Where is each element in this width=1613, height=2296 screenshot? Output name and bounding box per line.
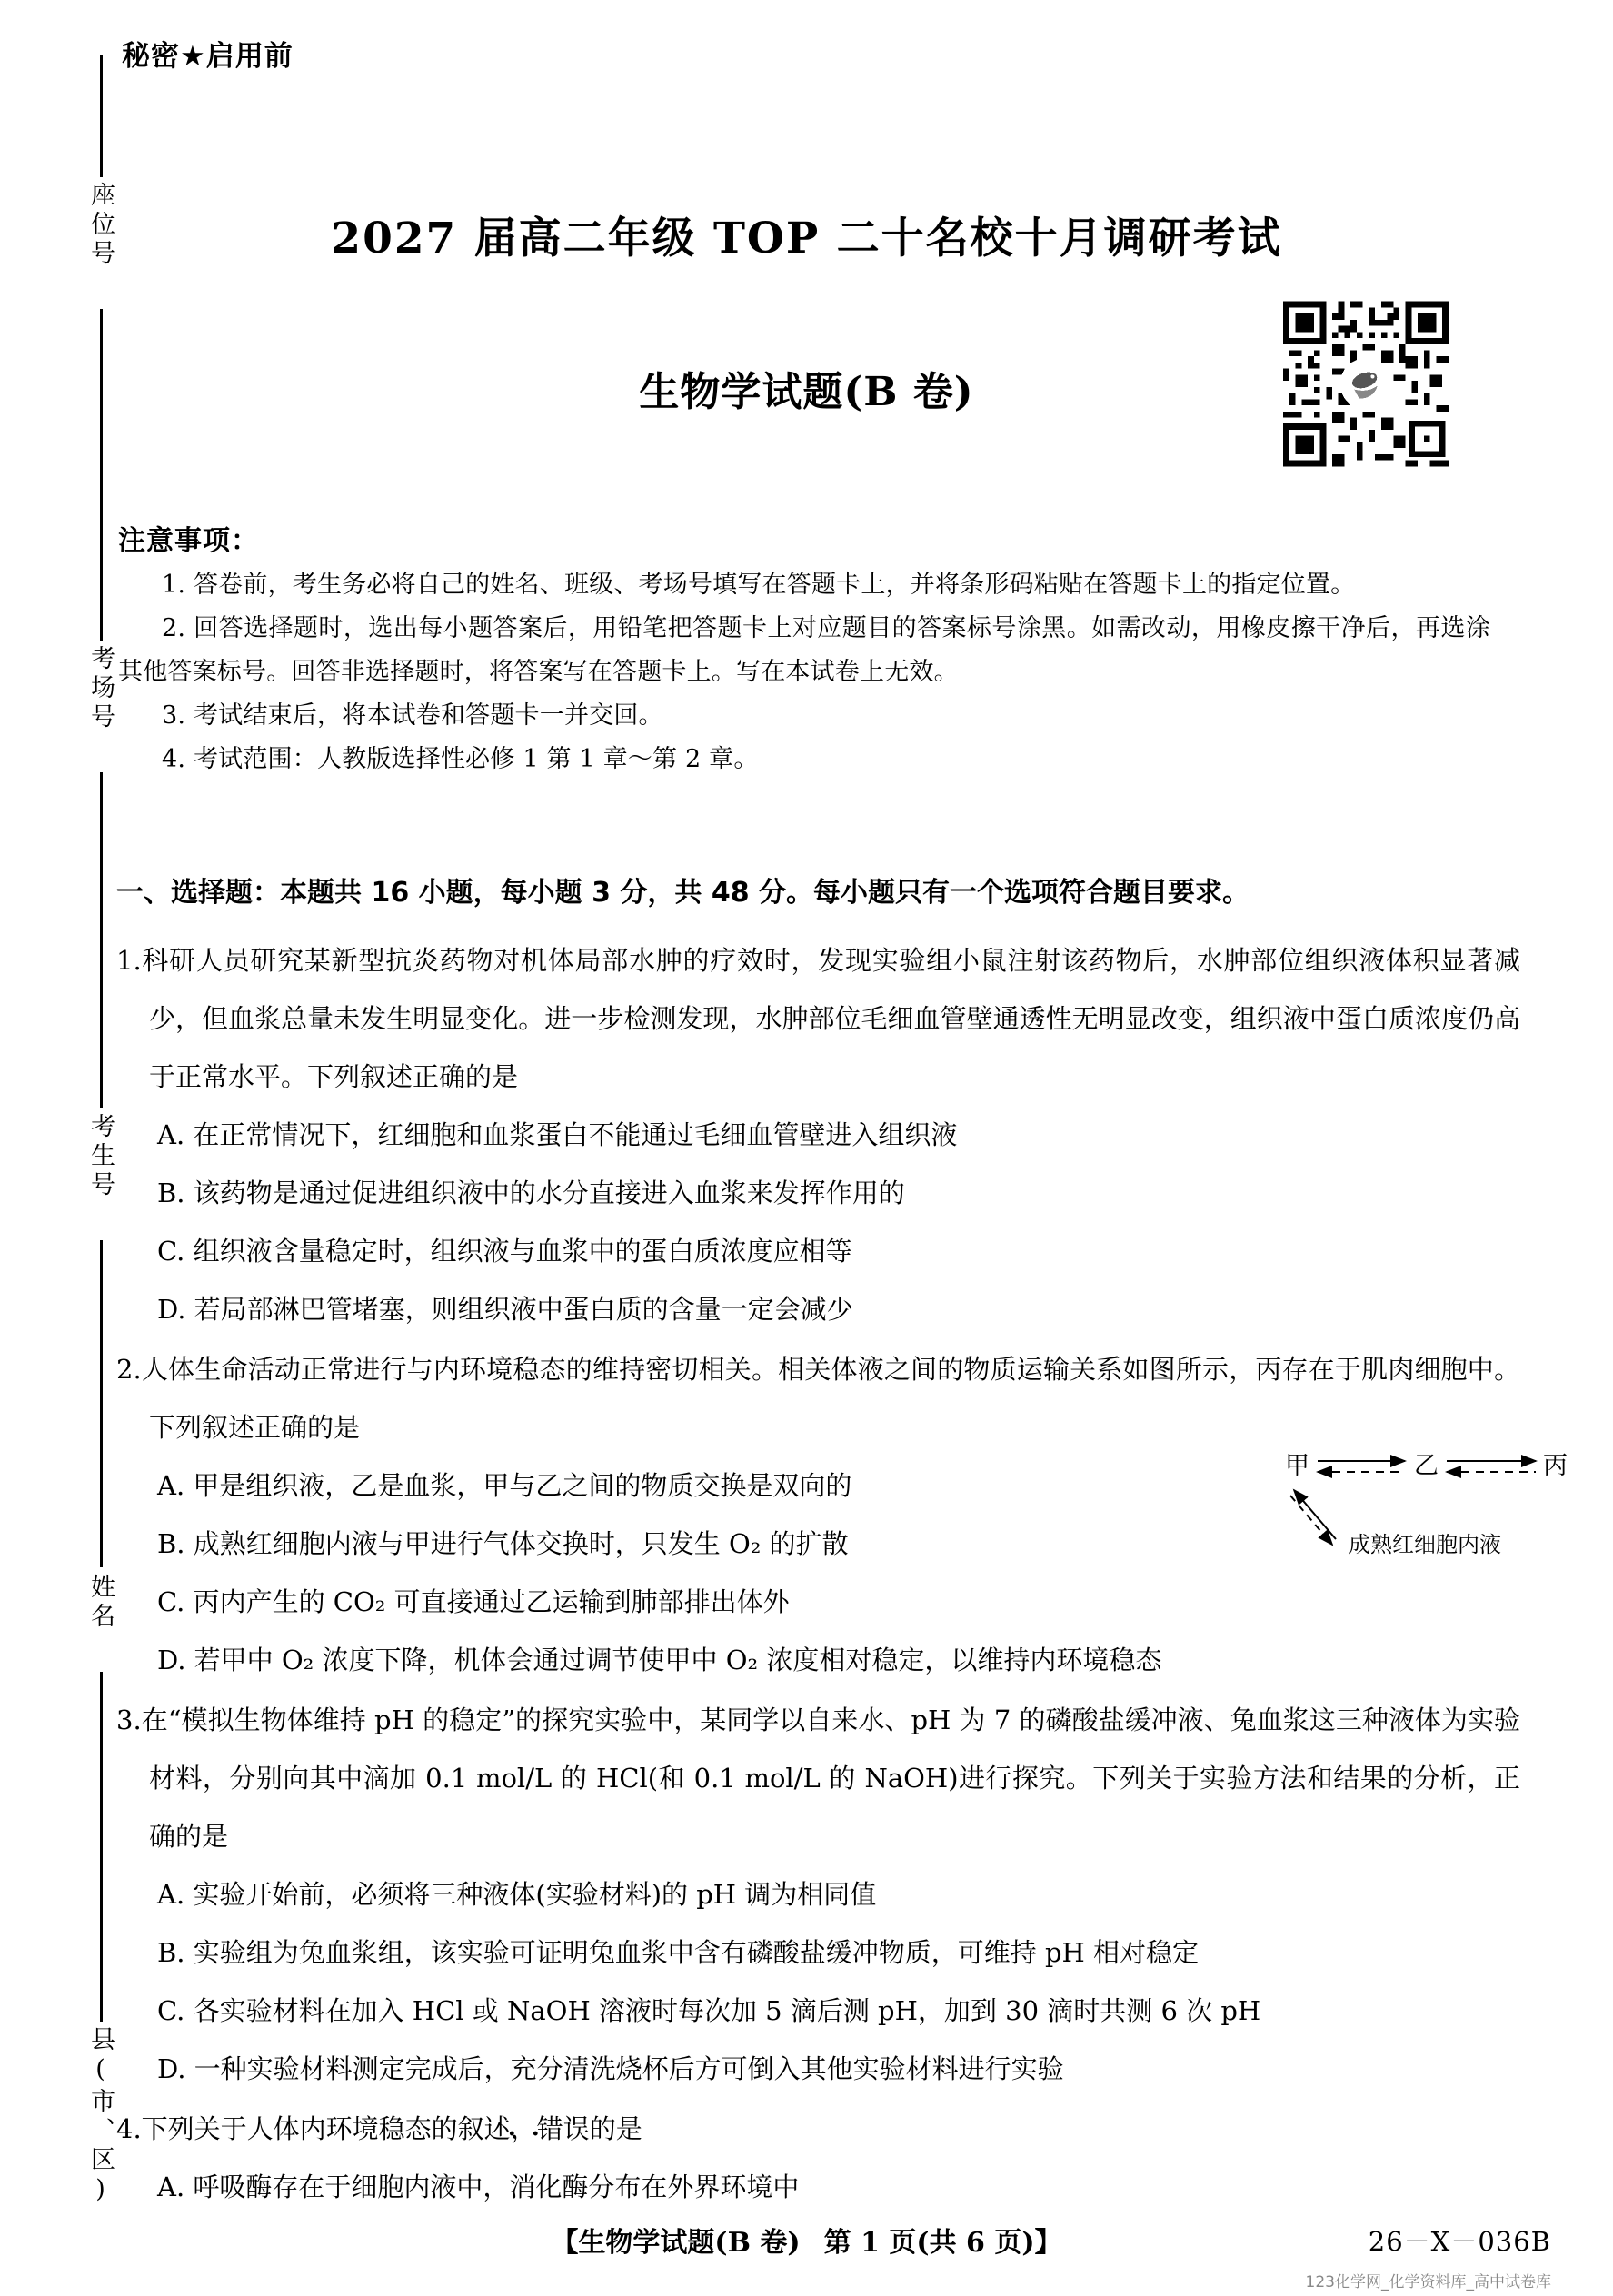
footer-watermark: 123化学网_化学资料库_高中试卷库 <box>1305 2273 1551 2291</box>
footer-page-info: 【生物学试题(B 卷) 第 1 页(共 6 页)】 <box>551 2227 1062 2259</box>
seal-rule-segment <box>100 772 103 1108</box>
section-heading-multiple-choice: 一、选择题：本题共 16 小题，每小题 3 分，共 48 分。每小题只有一个选项符合题目要求。 <box>116 877 1250 909</box>
question-option: C. 各实验材料在加入 HCl 或 NaOH 溶液时每次加 5 滴后测 pH，加到 30 滴时共测 6 次 pH <box>157 1995 1261 2026</box>
question-4 <box>116 2100 1520 2216</box>
question-option: B. 成熟红细胞内液与甲进行气体交换时，只发生 O₂ 的扩散 <box>157 1528 849 1559</box>
question-number: 3. <box>116 1705 142 1735</box>
question-stem: 4.下列关于人体内环境稳态的叙述，错误 ..的是 <box>116 2100 1520 2158</box>
question-option: A. 呼吸酶存在于细胞内液中，消化酶分布在外界环境中 <box>157 2172 800 2202</box>
seal-label-county: 县(市、区) <box>86 2026 115 2208</box>
question-1 <box>116 931 1520 1338</box>
diagram-node-yi: 乙 <box>1414 1452 1439 1480</box>
page-subtitle: 生物学试题(B 卷) <box>639 369 974 415</box>
question-number: 2. <box>116 1354 142 1385</box>
notice-item: 2. 回答选择题时，选出每小题答案后，用铅笔把答题卡上对应题目的答案标号涂黑。如需改动，用橡皮擦干净后，再选涂其他答案标号。回答非选择题时，将答案写在答题卡上。写在本试卷上无效。 <box>118 614 1490 686</box>
seal-label-name: 姓名 <box>86 1574 115 1632</box>
question-option: A. 实验开始前，必须将三种液体(实验材料)的 pH 调为相同值 <box>157 1879 877 1910</box>
seal-rule-segment <box>100 1672 103 2022</box>
notice-item: 1. 答卷前，考生务必将自己的姓名、班级、考场号填写在答题卡上，并将条形码粘贴在答题卡上的指定位置。 <box>162 571 1356 599</box>
question-option: C. 组织液含量稳定时，组织液与血浆中的蛋白质浓度应相等 <box>157 1236 852 1267</box>
secret-mark: 秘密★启用前 <box>122 40 294 73</box>
seal-rule-segment <box>100 1240 103 1567</box>
notice-heading: 注意事项： <box>118 525 259 557</box>
diagram-node-bing: 丙 <box>1543 1452 1568 1480</box>
notice-item: 4. 考试范围：人教版选择性必修 1 第 1 章～第 2 章。 <box>162 745 759 773</box>
question-option: D. 一种实验材料测定完成后，充分清洗烧杯后方可倒入其他实验材料进行实验 <box>157 2053 1064 2084</box>
footer-paper-code: 26－X－036B <box>1368 2226 1551 2257</box>
questions-list <box>116 931 1520 2218</box>
question-option: C. 丙内产生的 CO₂ 可直接通过乙运输到肺部排出体外 <box>157 1586 790 1617</box>
notice-item: 3. 考试结束后，将本试卷和答题卡一并交回。 <box>162 701 663 730</box>
question-option: B. 该药物是通过促进组织液中的水分直接进入血浆来发挥作用的 <box>157 1178 905 1208</box>
question-2-diagram <box>1279 1441 1588 1568</box>
page-title: 2027 届高二年级 TOP 二十名校十月调研考试 <box>331 214 1282 263</box>
question-stem: 3.在“模拟生物体维持 pH 的稳定”的探究实验中，某同学以自来水、pH 为 7 的磷酸盐缓冲液、兔血浆这三种液体为实验材料，分别向其中滴加 0.1 mol/L 的 HCl(和 0.1 mol/L 的 NaOH)进行探究。下列关于实验方法和结果的分析，正确的是 <box>116 1705 1520 1852</box>
notice-list <box>118 563 1490 781</box>
question-number: 1. <box>116 945 142 976</box>
question-option: B. 实验组为兔血浆组，该实验可证明兔血浆中含有磷酸盐缓冲物质，可维持 pH 相对稳定 <box>157 1937 1200 1968</box>
diagram-node-jia: 甲 <box>1285 1452 1309 1480</box>
question-stem-emphasis: 错误 .. <box>537 2113 590 2144</box>
question-stem: 2.人体生命活动正常进行与内环境稳态的维持密切相关。相关体液之间的物质运输关系如图所示，丙存在于肌肉细胞中。下列叙述正确的是 <box>116 1354 1520 1443</box>
seal-label-student-number: 考生号 <box>86 1113 115 1200</box>
seal-rule-segment <box>100 55 103 177</box>
seal-label-exam-room: 考场号 <box>86 645 115 732</box>
question-option: D. 若局部淋巴管堵塞，则组织液中蛋白质的含量一定会减少 <box>157 1294 853 1325</box>
question-option: A. 在正常情况下，红细胞和血浆蛋白不能通过毛细血管壁进入组织液 <box>157 1119 958 1150</box>
question-option: D. 若甲中 O₂ 浓度下降，机体会通过调节使甲中 O₂ 浓度相对稳定，以维持内环境稳态 <box>157 1645 1162 1675</box>
question-3 <box>116 1691 1520 2098</box>
seal-label-seat-number: 座位号 <box>86 182 115 269</box>
question-option: A. 甲是组织液，乙是血浆，甲与乙之间的物质交换是双向的 <box>157 1470 852 1501</box>
diagram-node-red-cell-fluid: 成熟红细胞内液 <box>1349 1532 1501 1557</box>
question-number: 4. <box>116 2113 142 2144</box>
question-stem: 1.科研人员研究某新型抗炎药物对机体局部水肿的疗效时，发现实验组小鼠注射该药物后，水肿部位组织液体积显著减少，但血浆总量未发生明显变化。进一步检测发现，水肿部位毛细血管壁通透性无明显改变，组织液中蛋白质浓度仍高于正常水平。下列叙述正确的是 <box>116 945 1520 1092</box>
qr-code-icon <box>1261 295 1470 472</box>
